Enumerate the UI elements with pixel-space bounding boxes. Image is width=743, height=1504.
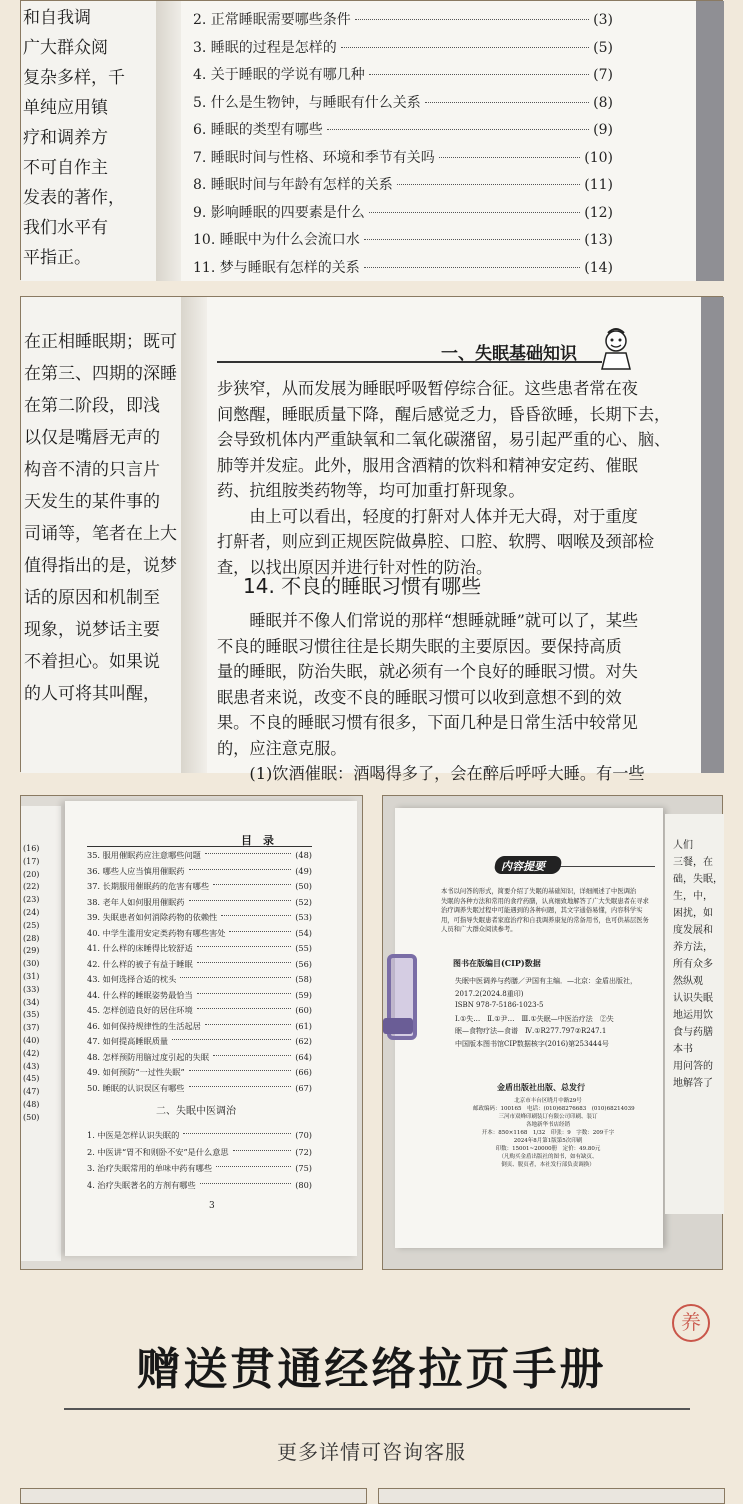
right-column-line: 本书 (673, 1044, 693, 1055)
left-column-line: 司诵等，笔者在上大 (24, 524, 177, 544)
toc-row (193, 64, 613, 84)
page-ref: (28) (23, 933, 40, 943)
page-ref: (23) (23, 895, 40, 905)
toc-page: (7) (593, 67, 613, 83)
body-line: 睡眠并不像人们常说的那样“想睡就睡”就可以了，某些 (217, 611, 639, 630)
toc-page: (70) (295, 1130, 312, 1140)
toc-page: (12) (584, 204, 613, 221)
page-ref: (43) (23, 1061, 40, 1071)
toc-page: (13) (584, 232, 613, 248)
toc-leader (327, 129, 589, 130)
body-line: 间憋醒，睡眠质量下降，醒后感觉乏力，昏昏欲睡，长期下去， (217, 404, 671, 424)
toc-row (193, 147, 613, 167)
toc-title: 5. 什么是生物钟，与睡眠有什么关系 (193, 94, 421, 111)
toc-leader (189, 869, 292, 870)
toc-leader (189, 900, 292, 901)
summary-line: 用，可指导失眠患者家庭治疗和自我调养康复的常备用书，也可供基层医务 (441, 916, 649, 924)
toc-row (87, 1163, 312, 1174)
body-line: 不良的睡眠习惯往往是长期失眠的主要原因。要保持高质 (217, 636, 622, 656)
toc-page: (14) (584, 259, 613, 276)
left-column-line: 疗和调养方 (23, 128, 108, 148)
toc-title: 36. 哪些人应当慎用催眠药 (87, 865, 185, 876)
book-gutter (181, 297, 209, 773)
right-column-line: 养方法， (673, 942, 713, 953)
body-line: 肺等并发症。此外，服用含酒精的饮料和精神安定药、催眠 (217, 455, 638, 475)
toc-page: (8) (593, 94, 613, 111)
toc-leader (197, 946, 292, 947)
toc-title: 6. 睡眠的类型有哪些 (193, 122, 323, 138)
toc-page: (67) (295, 1082, 312, 1093)
toc-leader (205, 853, 291, 854)
publisher-info (473, 1096, 635, 1168)
left-column-line: 天发生的某件事的 (24, 492, 160, 512)
right-column-line: 困扰，如 (673, 908, 713, 919)
toc-title: 11. 梦与睡眠有怎样的关系 (193, 259, 360, 276)
left-column-line: 平指正。 (23, 248, 91, 268)
chapter-header: 一、失眠基础知识 (441, 344, 577, 364)
page-ref: (22) (23, 882, 40, 892)
left-column-line: 现象，说梦话主要 (24, 620, 160, 640)
right-column-line: 用问答的 (673, 1061, 713, 1072)
cip-line: ISBN 978-7-5186-1023-5 (455, 1001, 544, 1009)
publisher: 金盾出版社出版、总发行 (497, 1082, 585, 1092)
page-ref: (20) (23, 869, 40, 879)
banner-rule (64, 1408, 690, 1410)
page-edge (701, 297, 724, 773)
toc-page: (3) (593, 12, 613, 28)
body-line: 药、抗组胺类药物等，均可加重打鼾现象。 (217, 481, 525, 500)
left-column-line: 以仅是嘴唇无声的 (24, 428, 160, 448)
toc-page: (72) (295, 1146, 312, 1157)
body-line: 量的睡眠，防治失眠，就必须有一个良好的睡眠习惯。对失 (217, 662, 638, 681)
toc-title: 7. 睡眠时间与性格、环境和季节有关吗 (193, 149, 435, 166)
toc-leader (425, 102, 589, 103)
page-ref: (24) (23, 908, 40, 917)
toc-row (87, 1180, 312, 1191)
toc-row (193, 174, 613, 194)
toc-row (193, 119, 613, 139)
toc-leader (216, 1166, 291, 1167)
toc-leader (213, 1055, 291, 1056)
toc-title: 10. 睡眠中为什么会流口水 (193, 232, 360, 248)
cip-title: 图书在版编目(CIP)数据 (453, 958, 541, 968)
toc-title: 1. 中医是怎样认识失眠的 (87, 1130, 180, 1140)
page-ref: (45) (23, 1074, 40, 1084)
toc-page: (64) (295, 1051, 312, 1062)
toc-row (87, 1021, 312, 1032)
toc-leader (197, 993, 292, 994)
right-column-line: 础，失眠， (673, 874, 723, 885)
left-column-line: 的人可将其叫醒， (24, 684, 160, 704)
pub-line: 三河市双峰印刷装订有限公司印刷、装订 (498, 1114, 598, 1120)
toc-row (87, 1036, 312, 1047)
toc-title: 39. 失眠患者如何消除药物的依赖性 (87, 912, 218, 922)
toc-leader (197, 1008, 292, 1009)
toc-page: (61) (295, 1020, 312, 1031)
right-column-line: 三餐，在 (673, 857, 713, 868)
toc-leader (172, 1039, 291, 1040)
toc-leader (355, 19, 589, 20)
toc-page: (50) (295, 881, 312, 891)
summary-line: 失眠的各种方法和常用的食疗药膳，认真细致地解答了广大失眠患者在寻求 (441, 897, 649, 905)
photo-toc-page-2 (20, 795, 363, 1270)
pub-line: 北京市丰台区晓月中路29号 (514, 1098, 582, 1104)
toc-title: 41. 什么样的床睡得比较舒适 (87, 943, 193, 953)
toc-row (87, 912, 312, 923)
toc-row (193, 92, 613, 112)
toc-title: 9. 影响睡眠的四要素是什么 (193, 204, 365, 221)
toc-title: 8. 睡眠时间与年龄有怎样的关系 (193, 177, 393, 193)
toc-page: (56) (295, 958, 312, 969)
chapter-title: 二、失眠中医调治 (156, 1106, 236, 1117)
toc-title: 4. 治疗失眠著名的方剂有哪些 (87, 1179, 196, 1190)
bottom-frame-right (378, 1488, 725, 1504)
toc-title: 43. 如何选择合适的枕头 (87, 974, 177, 984)
toc-title: 37. 长期服用催眠药的危害有哪些 (87, 881, 210, 891)
toc-page: (10) (584, 149, 613, 166)
toc-title: 2. 正常睡眠需要哪些条件 (193, 12, 351, 28)
left-column-line: 发表的著作， (23, 188, 125, 208)
toc-page: (9) (593, 122, 613, 138)
toc-page: (80) (295, 1179, 312, 1190)
toc-row (193, 257, 613, 277)
toc-title: 38. 老年人如何服用催眠药 (87, 896, 185, 907)
page-ref: (29) (23, 946, 40, 956)
summary-line: 人员和广大群众阅读参考。 (441, 926, 517, 933)
toc-row (87, 1083, 312, 1094)
cip-line: Ⅰ.①失… Ⅱ.①尹… Ⅲ.①失眠—中医治疗法 ②失 (455, 1014, 614, 1023)
toc-leader (233, 1150, 292, 1151)
toc-row (87, 990, 312, 1001)
cip-line: 中国版本图书馆CIP数据核字(2016)第253444号 (455, 1039, 609, 1048)
toc-title: 4. 关于睡眠的学说有哪几种 (193, 67, 365, 83)
body-line: 步狭窄，从而发展为睡眠呼吸暂停综合征。这些患者常在夜 (217, 379, 638, 398)
page-ref: (48) (23, 1100, 40, 1109)
toc-row (193, 9, 613, 29)
toc-row (193, 229, 613, 249)
page-ref: (37) (23, 1023, 40, 1033)
body-line: (1)饮酒催眠：酒喝得多了，会在醉后呼呼大睡。有一些 (217, 764, 645, 783)
toc-title: 35. 服用催眠药应注意哪些问题 (87, 850, 201, 860)
toc-leader (180, 977, 291, 978)
toc-page: (60) (295, 1005, 312, 1015)
toc-page: (62) (295, 1036, 312, 1046)
page-ref: (25) (23, 920, 40, 930)
toc-title: 3. 睡眠的过程是怎样的 (193, 39, 337, 56)
toc-row (193, 37, 613, 57)
pub-line: 倒页、脱页者，本社发行部负责调换） (501, 1162, 595, 1168)
toc-row (87, 1067, 312, 1078)
toc-row (193, 202, 613, 222)
left-column-line: 在第三、四期的深睡 (24, 364, 177, 384)
toc-page: (58) (295, 974, 312, 984)
toc-leader (205, 1024, 291, 1025)
right-column-line: 认识失眠 (673, 993, 713, 1004)
left-column-line: 在第二阶段，即浅 (24, 396, 160, 416)
toc-page: (5) (593, 39, 613, 56)
page-ref: (34) (23, 997, 40, 1007)
left-column-line: 和自我调 (23, 8, 91, 28)
toc-row (87, 928, 312, 939)
toc-page: (66) (295, 1067, 312, 1077)
toc-list (193, 9, 613, 279)
toc-page: (75) (295, 1163, 312, 1173)
left-column-line: 构音不清的只言片 (24, 460, 160, 480)
photo-text-page (20, 296, 723, 783)
right-column-line: 食与药膳 (673, 1027, 713, 1038)
toc-title: 40. 中学生滥用安定类药物有哪些害处 (87, 927, 226, 938)
toc-row (87, 881, 312, 892)
cip-line: 2017.2(2024.8重印) (455, 989, 524, 998)
right-column-line: 然纵观 (673, 976, 703, 987)
page-ref: (30) (23, 959, 40, 969)
left-column-line: 值得指出的是，说梦 (24, 556, 177, 576)
bottom-frame-left (20, 1488, 367, 1504)
toc-title: 42. 什么样的被子有益于睡眠 (87, 958, 193, 969)
toc-row (87, 974, 312, 985)
page-number: 3 (209, 1201, 215, 1211)
toc-title: 50. 睡眠的认识误区有哪些 (87, 1082, 185, 1093)
pub-line: 2024年8月第1版第5次印刷 (513, 1138, 583, 1144)
toc-leader (213, 884, 291, 885)
body-line: 的，应注意克服。 (217, 738, 347, 758)
page-ref: (31) (23, 972, 40, 981)
cip-line: 失眠中医调养与药膳／尹国有主编．—北京：金盾出版社， (455, 977, 637, 985)
banner-title: 赠送贯通经络拉页手册 (136, 1344, 607, 1395)
toc-row (87, 897, 312, 908)
toc-leader (364, 239, 581, 240)
toc-leader (200, 1183, 292, 1184)
toc-page: (11) (584, 177, 613, 193)
right-column-line: 人们 (673, 840, 693, 851)
left-column-line: 单纯应用镇 (23, 98, 108, 118)
toc-row (87, 959, 312, 970)
toc-title: 45. 怎样创造良好的居住环境 (87, 1005, 193, 1015)
toc-row (87, 850, 312, 861)
seal-stamp: 养 (672, 1304, 710, 1342)
section-title: 14. 不良的睡眠习惯有哪些 (243, 574, 482, 598)
toc-page: (55) (295, 943, 312, 953)
toc-page: (49) (295, 865, 312, 876)
toc-leader (369, 212, 580, 213)
pub-line: 邮政编码：100165 电话：(010)68276683 (010)68214039 (473, 1106, 635, 1112)
left-column-line: 不可自作主 (23, 158, 108, 178)
toc-row (87, 1005, 312, 1016)
summary-line: 治疗调养失眠过程中可能遇到的各种问题，其文字通俗易懂，内容科学实 (441, 907, 643, 914)
toc-title: 44. 什么样的睡眠姿势最恰当 (87, 989, 193, 1000)
page-ref: (50) (23, 1112, 40, 1122)
toc-page: (59) (295, 989, 312, 1000)
body-line: 果。不良的睡眠习惯有很多，下面几种是日常生活中较常见 (217, 713, 638, 732)
header-rule (87, 846, 312, 847)
body-line: 打鼾者，则应到正规医院做鼻腔、口腔、软腭、咽喉及颈部检 (217, 532, 655, 551)
toc-leader (189, 1086, 292, 1087)
right-column-line: 所有众多 (673, 959, 713, 970)
toc-title: 49. 如何预防“一过性失眠” (87, 1067, 185, 1077)
page-ref: (17) (23, 856, 40, 866)
toc-row (87, 866, 312, 877)
toc-row (87, 1130, 312, 1141)
toc-leader (341, 47, 589, 48)
toc-title: 3. 治疗失眠常用的单味中药有哪些 (87, 1163, 213, 1173)
banner-subtitle: 更多详情可咨询客服 (277, 1440, 466, 1464)
right-column-line: 度发展和 (673, 925, 713, 936)
toc-leader (397, 184, 580, 185)
cip-line: 眠—食物疗法—食谱 Ⅳ.①R277.797②R247.1 (455, 1027, 607, 1035)
body-line: 查，以找出原因并进行针对性的防治。 (217, 557, 493, 577)
toc-leader (221, 915, 291, 916)
page-ref: (33) (23, 984, 40, 994)
left-column-line: 在正相睡眠期；既可 (24, 332, 177, 352)
toc-header: 目 录 (241, 834, 274, 847)
photo-toc-page (20, 0, 723, 280)
toc-row (87, 943, 312, 954)
summary-line: 本书以问答的形式，简要介绍了失眠的基础知识，详细阐述了中医调治 (441, 888, 637, 895)
toc-leader (369, 74, 589, 75)
toc-leader (189, 1070, 292, 1071)
left-column-line: 我们水平有 (23, 218, 108, 238)
right-column-line: 地解答了 (673, 1078, 713, 1089)
toc-page: (53) (295, 912, 312, 922)
page-ref: (16) (23, 844, 40, 853)
toc-page: (54) (295, 927, 312, 938)
page-edge (696, 1, 724, 281)
page-ref: (47) (23, 1087, 40, 1097)
pub-line: 各地新华书店经销 (525, 1122, 570, 1128)
toc-leader (439, 157, 580, 158)
photo-copyright-page (382, 795, 723, 1270)
left-column-line: 不着担心。如果说 (24, 652, 160, 672)
left-column-line: 广大群众阅 (23, 38, 108, 58)
toc-leader (197, 962, 292, 963)
toc-title: 46. 如何保持规律性的生活起居 (87, 1020, 201, 1031)
toc-row (87, 1052, 312, 1063)
binder-clip-bar (383, 1018, 413, 1034)
left-column-line: 复杂多样，千 (23, 68, 125, 88)
toc-leader (183, 1133, 291, 1134)
left-column-line: 话的原因和机制至 (24, 588, 160, 608)
pub-line: 印数：15001~20000册 定价：49.80元 (495, 1146, 601, 1152)
toc-title: 48. 怎样预防用脑过度引起的失眠 (87, 1051, 210, 1062)
page-ref: (40) (23, 1036, 40, 1045)
right-column-line: 地运用饮 (673, 1010, 713, 1021)
toc-title: 2. 中医讲“胃不和则卧不安”是什么意思 (87, 1146, 229, 1157)
toc-page: (52) (295, 896, 312, 907)
pub-line: （凡购买金盾出版社的图书，如有缺页、 (498, 1154, 598, 1160)
pub-line: 开本：850×1168 1/32 印张：9 字数：209千字 (481, 1130, 615, 1136)
toc-row (87, 1147, 312, 1158)
toc-list-2 (87, 1130, 312, 1220)
page-ref: (42) (23, 1048, 40, 1058)
page-ref: (35) (23, 1010, 40, 1020)
toc-leader (364, 267, 581, 268)
body-line: 由上可以看出，轻度的打鼾对人体并无大碍，对于重度 (217, 506, 638, 526)
summary-badge-text: 内容提要 (501, 860, 545, 873)
toc-page: (48) (295, 850, 312, 860)
body-line: 眠患者来说，改变不良的睡眠习惯可以收到意想不到的效 (217, 687, 622, 707)
cartoon-doctor-icon (596, 327, 636, 371)
body-line: 会导致机体内严重缺氧和二氧化碳潴留，易引起严重的心、脑、 (217, 430, 671, 449)
toc-title: 47. 如何提高睡眠质量 (87, 1036, 169, 1046)
toc-leader (229, 931, 291, 932)
right-column-line: 生，中， (673, 891, 713, 902)
